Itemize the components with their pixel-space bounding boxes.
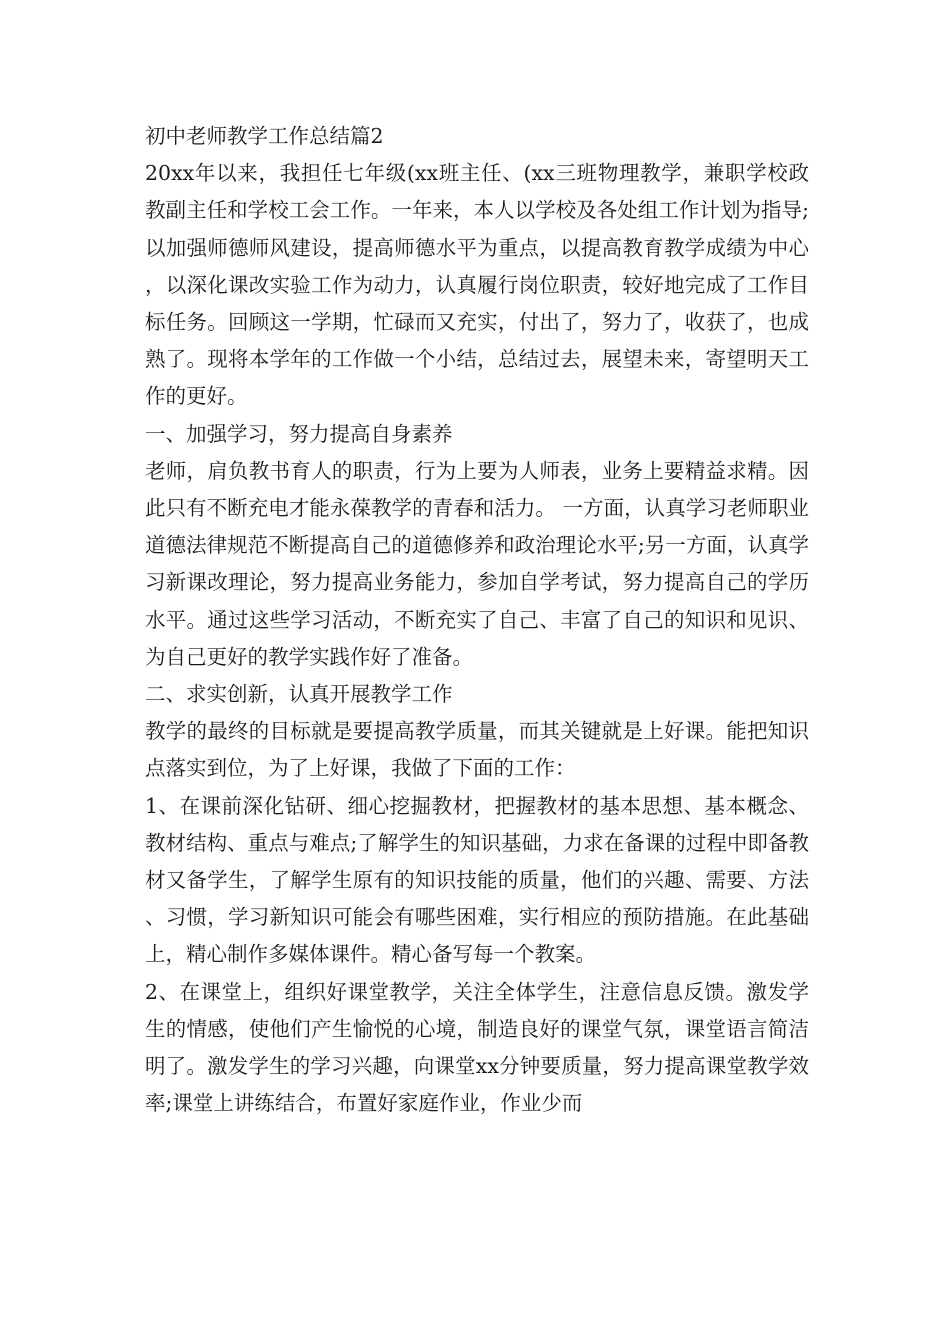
- list-item-1: 1、在课前深化钻研、细心挖掘教材，把握教材的基本思想、基本概念、教材结构、重点与难点;了解学生的知识基础，力求在备课的过程中即备教材又备学生，了解学生原有的知识技能的质量，他们的兴趣、需要、方法、习惯，学习新知识可能会有哪些困难，实行相应的预防措施。在此基础上，精心制作多媒体课件。精心备写每一个教案。: [145, 793, 809, 967]
- list-item-2: 2、在课堂上，组织好课堂教学，关注全体学生，注意信息反馈。激发学生的情感，使他们产生愉悦的心境，制造良好的课堂气氛，课堂语言简洁明了。激发学生的学习兴趣，向课堂xx分钟要质量，努力提高课堂教学效率;课堂上讲练结合，布置好家庭作业，作业少而: [145, 979, 809, 1116]
- section-heading-2: 二、求实创新，认真开展教学工作: [145, 682, 453, 707]
- section-2-paragraph: 教学的最终的目标就是要提高教学质量，而其关键就是上好课。能把知识点落实到位，为了上好课，我做了下面的工作：: [145, 719, 809, 781]
- section-heading-1: 一、加强学习，努力提高自身素养: [145, 421, 453, 446]
- document-title: 初中老师教学工作总结篇2: [145, 124, 384, 148]
- document-body: [145, 118, 809, 1122]
- intro-paragraph: 20xx年以来，我担任七年级(xx班主任、(xx三班物理教学，兼职学校政教副主任和学校工会工作。一年来，本人以学校及各处组工作计划为指导;以加强师德师风建设，提高师德水平为重点，以提高教育教学成绩为中心，以深化课改实验工作为动力，认真履行岗位职责，较好地完成了工作目标任务。回顾这一学期，忙碌而又充实，付出了，努力了，收获了，也成熟了。现将本学年的工作做一个小结，总结过去，展望未来，寄望明天工作的更好。: [145, 161, 809, 409]
- section-1-paragraph: 老师，肩负教书育人的职责，行为上要为人师表，业务上要精益求精。因此只有不断充电才能永葆教学的青春和活力。 一方面，认真学习老师职业道德法律规范不断提高自己的道德修养和政治理论水平;另一方面，认真学习新课改理论，努力提高业务能力，参加自学考试，努力提高自己的学历水平。通过这些学习活动，不断充实了自己、丰富了自己的知识和见识、为自己更好的教学实践作好了准备。: [145, 458, 809, 669]
